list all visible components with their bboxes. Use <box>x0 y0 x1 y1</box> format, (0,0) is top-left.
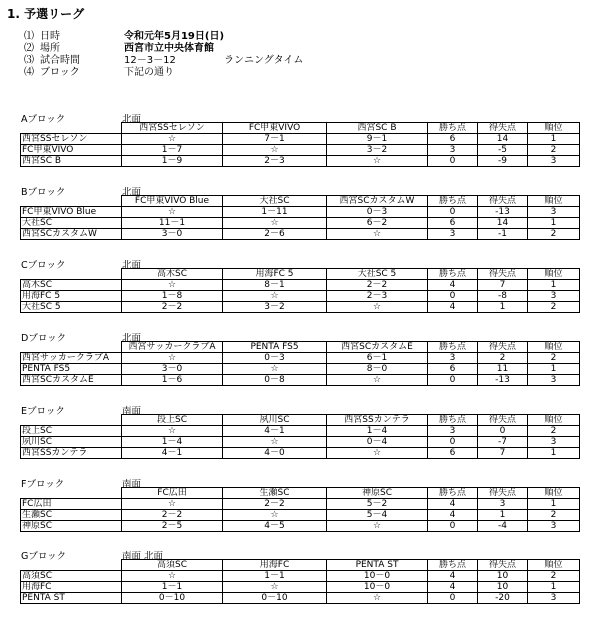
rank-cell: 2 <box>528 229 580 240</box>
column-header-stat: 勝ち点 <box>428 560 478 571</box>
row-team-name: 大社SC <box>21 218 122 229</box>
column-header-stat: 勝ち点 <box>428 342 478 353</box>
match-score-cell: 1－4 <box>327 426 428 437</box>
column-header-team: 西宮SSセレソン <box>122 123 223 134</box>
match-score-cell: 1－4 <box>122 437 223 448</box>
match-score-cell: 6－1 <box>327 353 428 364</box>
standings-table <box>20 268 580 313</box>
goal-diff-cell: -7 <box>478 437 528 448</box>
match-score-cell: 3－0 <box>122 229 223 240</box>
self-match-cell: ☆ <box>223 437 327 448</box>
row-team-name: FC広田 <box>21 499 122 510</box>
row-team-name: 神原SC <box>21 521 122 532</box>
row-team-name: 大社SC 5 <box>21 302 122 313</box>
info-number: ⑶ <box>24 55 34 66</box>
points-cell: 0 <box>428 521 478 532</box>
column-header-stat: 順位 <box>528 415 580 426</box>
table-row <box>21 207 580 218</box>
points-cell: 4 <box>428 302 478 313</box>
column-header-team: 西宮SSカンテラ <box>327 415 428 426</box>
match-score-cell: 10－0 <box>327 571 428 582</box>
self-match-cell: ☆ <box>327 521 428 532</box>
block-header <box>20 403 579 417</box>
column-header-stat: 得失点 <box>478 269 528 280</box>
row-team-name: 西宮SSセレソン <box>21 134 122 145</box>
column-header-team: FC甲東VIVO <box>223 123 327 134</box>
match-score-cell: 1－1 <box>122 582 223 593</box>
info-extra: ランニングタイム <box>224 55 304 66</box>
points-cell: 6 <box>428 134 478 145</box>
match-score-cell: 0－4 <box>327 437 428 448</box>
rank-cell: 2 <box>528 302 580 313</box>
block-name: Aブロック <box>21 114 66 125</box>
match-score-cell: 3－0 <box>122 364 223 375</box>
match-score-cell: 3－2 <box>223 302 327 313</box>
column-header-stat: 得失点 <box>478 415 528 426</box>
rank-cell: 2 <box>528 145 580 156</box>
self-match-cell: ☆ <box>223 218 327 229</box>
block-venue: 北面 <box>122 333 142 344</box>
block-header <box>20 476 579 490</box>
rank-cell: 2 <box>528 510 580 521</box>
table-row <box>21 364 580 375</box>
column-header-stat: 得失点 <box>478 196 528 207</box>
table-row <box>21 499 580 510</box>
standings-table <box>20 341 580 386</box>
table-row <box>21 437 580 448</box>
self-match-cell: ☆ <box>223 510 327 521</box>
match-score-cell: 2－6 <box>223 229 327 240</box>
goal-diff-cell: 11 <box>478 364 528 375</box>
table-header-row <box>21 488 580 499</box>
self-match-cell: ☆ <box>223 291 327 302</box>
match-score-cell: 10－0 <box>327 582 428 593</box>
info-value: 令和元年5月19日(日) <box>124 31 225 42</box>
match-score-cell: 2－3 <box>223 156 327 167</box>
row-team-name: 西宮SCカスタムE <box>21 375 122 386</box>
row-team-name: 夙川SC <box>21 437 122 448</box>
table-header-row <box>21 196 580 207</box>
points-cell: 0 <box>428 207 478 218</box>
table-header-row <box>21 123 580 134</box>
match-score-cell: 1－11 <box>223 207 327 218</box>
goal-diff-cell: 1 <box>478 510 528 521</box>
block-header <box>20 257 579 271</box>
column-header-stat: 順位 <box>528 269 580 280</box>
points-cell: 0 <box>428 593 478 604</box>
match-score-cell: 1－9 <box>122 156 223 167</box>
table-row <box>21 280 580 291</box>
block-header <box>20 184 579 198</box>
goal-diff-cell: 2 <box>478 353 528 364</box>
goal-diff-cell: 3 <box>478 499 528 510</box>
match-score-cell: 9－1 <box>327 134 428 145</box>
match-score-cell: 5－4 <box>327 510 428 521</box>
column-header-stat: 順位 <box>528 560 580 571</box>
goal-diff-cell: -5 <box>478 145 528 156</box>
match-score-cell: 5－2 <box>327 499 428 510</box>
self-match-cell: ☆ <box>223 582 327 593</box>
table-row <box>21 510 580 521</box>
match-score-cell: 8－1 <box>223 280 327 291</box>
points-cell: 4 <box>428 280 478 291</box>
goal-diff-cell: -9 <box>478 156 528 167</box>
standings-table <box>20 487 580 532</box>
table-header-row <box>21 560 580 571</box>
points-cell: 3 <box>428 229 478 240</box>
match-score-cell: 4－5 <box>223 521 327 532</box>
block-venue: 南面 <box>122 479 142 490</box>
block-venue: 北面 <box>122 114 142 125</box>
column-header-team: PENTA ST <box>327 560 428 571</box>
column-header-stat: 得失点 <box>478 560 528 571</box>
self-match-cell: ☆ <box>327 593 428 604</box>
self-match-cell: ☆ <box>223 145 327 156</box>
goal-diff-cell: -1 <box>478 229 528 240</box>
table-row <box>21 218 580 229</box>
standings-table <box>20 559 580 604</box>
block-name: Cブロック <box>21 260 66 271</box>
column-header-team: 高須SC <box>122 560 223 571</box>
points-cell: 6 <box>428 364 478 375</box>
block-venue: 南面 北面 <box>122 551 164 562</box>
self-match-cell: ☆ <box>122 134 223 145</box>
points-cell: 0 <box>428 156 478 167</box>
table-row <box>21 448 580 459</box>
rank-cell: 2 <box>528 571 580 582</box>
match-score-cell: 4－1 <box>122 448 223 459</box>
column-header-stat: 勝ち点 <box>428 196 478 207</box>
info-label: 場所 <box>40 43 60 54</box>
match-score-cell: 11－1 <box>122 218 223 229</box>
self-match-cell: ☆ <box>122 353 223 364</box>
table-row <box>21 521 580 532</box>
block-f <box>20 476 579 532</box>
match-score-cell: 7－1 <box>223 134 327 145</box>
self-match-cell: ☆ <box>122 280 223 291</box>
table-row <box>21 375 580 386</box>
column-header-team: PENTA FS5 <box>223 342 327 353</box>
goal-diff-cell: 10 <box>478 571 528 582</box>
column-header-team: 段上SC <box>122 415 223 426</box>
goal-diff-cell: 1 <box>478 302 528 313</box>
self-match-cell: ☆ <box>122 499 223 510</box>
match-score-cell: 2－2 <box>122 510 223 521</box>
self-match-cell: ☆ <box>327 156 428 167</box>
points-cell: 4 <box>428 499 478 510</box>
goal-diff-cell: -4 <box>478 521 528 532</box>
points-cell: 3 <box>428 145 478 156</box>
match-score-cell: 0－10 <box>122 593 223 604</box>
self-match-cell: ☆ <box>327 302 428 313</box>
rank-cell: 3 <box>528 156 580 167</box>
goal-diff-cell: -20 <box>478 593 528 604</box>
column-header-team: 夙川SC <box>223 415 327 426</box>
rank-cell: 1 <box>528 280 580 291</box>
self-match-cell: ☆ <box>327 229 428 240</box>
goal-diff-cell: 14 <box>478 134 528 145</box>
row-team-name: 西宮サッカークラブA <box>21 353 122 364</box>
column-header-team: 神原SC <box>327 488 428 499</box>
column-header-team: 西宮SCカスタムE <box>327 342 428 353</box>
points-cell: 6 <box>428 448 478 459</box>
match-score-cell: 2－2 <box>327 280 428 291</box>
column-header-team: 大社SC 5 <box>327 269 428 280</box>
match-score-cell: 0－8 <box>223 375 327 386</box>
column-header-stat: 順位 <box>528 488 580 499</box>
match-score-cell: 1－8 <box>122 291 223 302</box>
match-score-cell: 0－10 <box>223 593 327 604</box>
points-cell: 0 <box>428 291 478 302</box>
match-score-cell: 2－2 <box>122 302 223 313</box>
goal-diff-cell: 7 <box>478 280 528 291</box>
table-header-row <box>21 415 580 426</box>
column-header-team: 用海FC <box>223 560 327 571</box>
table-row <box>21 302 580 313</box>
row-team-name: 生瀬SC <box>21 510 122 521</box>
block-g <box>20 548 579 604</box>
match-score-cell: 2－5 <box>122 521 223 532</box>
row-team-name: FC甲東VIVO Blue <box>21 207 122 218</box>
column-header-team: 大社SC <box>223 196 327 207</box>
row-team-name: FC甲東VIVO <box>21 145 122 156</box>
info-label: 日時 <box>40 31 60 42</box>
block-name: Dブロック <box>21 333 67 344</box>
points-cell: 3 <box>428 353 478 364</box>
page-title: 1. 予選リーグ <box>7 7 85 21</box>
block-venue: 南面 <box>122 406 142 417</box>
goal-diff-cell: -13 <box>478 375 528 386</box>
points-cell: 4 <box>428 582 478 593</box>
column-header-team: FC甲東VIVO Blue <box>122 196 223 207</box>
column-header-team: 西宮SCカスタムW <box>327 196 428 207</box>
match-score-cell: 4－1 <box>223 426 327 437</box>
block-name: Bブロック <box>21 187 66 198</box>
table-row <box>21 582 580 593</box>
info-number: ⑴ <box>24 31 34 42</box>
block-name: Fブロック <box>21 479 65 490</box>
goal-diff-cell: 10 <box>478 582 528 593</box>
self-match-cell: ☆ <box>327 448 428 459</box>
row-team-name: 西宮SCカスタムW <box>21 229 122 240</box>
rank-cell: 3 <box>528 593 580 604</box>
goal-diff-cell: -13 <box>478 207 528 218</box>
standings-table <box>20 414 580 459</box>
standings-table <box>20 195 580 240</box>
self-match-cell: ☆ <box>327 375 428 386</box>
row-team-name: 段上SC <box>21 426 122 437</box>
rank-cell: 3 <box>528 291 580 302</box>
column-header-stat: 勝ち点 <box>428 123 478 134</box>
column-header-team: 高木SC <box>122 269 223 280</box>
rank-cell: 1 <box>528 134 580 145</box>
info-number: ⑵ <box>24 43 34 54</box>
rank-cell: 3 <box>528 375 580 386</box>
table-row <box>21 134 580 145</box>
row-team-name: 高須SC <box>21 571 122 582</box>
standings-table <box>20 122 580 167</box>
match-score-cell: 3－2 <box>327 145 428 156</box>
match-score-cell: 2－3 <box>327 291 428 302</box>
column-header-stat: 勝ち点 <box>428 269 478 280</box>
goal-diff-cell: 14 <box>478 218 528 229</box>
points-cell: 3 <box>428 426 478 437</box>
self-match-cell: ☆ <box>122 207 223 218</box>
row-team-name: 西宮SSカンテラ <box>21 448 122 459</box>
points-cell: 6 <box>428 218 478 229</box>
column-header-stat: 得失点 <box>478 342 528 353</box>
table-row <box>21 593 580 604</box>
block-b <box>20 184 579 240</box>
match-score-cell: 1－6 <box>122 375 223 386</box>
block-header <box>20 548 579 562</box>
match-score-cell: 1－7 <box>122 145 223 156</box>
match-score-cell: 1－1 <box>223 571 327 582</box>
rank-cell: 1 <box>528 218 580 229</box>
block-a <box>20 111 579 167</box>
match-score-cell: 6－2 <box>327 218 428 229</box>
row-team-name: 西宮SC B <box>21 156 122 167</box>
column-header-team: 西宮SC B <box>327 123 428 134</box>
column-header-stat: 順位 <box>528 342 580 353</box>
row-team-name: 用海FC 5 <box>21 291 122 302</box>
self-match-cell: ☆ <box>122 571 223 582</box>
info-number: ⑷ <box>24 67 34 78</box>
match-score-cell: 8－0 <box>327 364 428 375</box>
block-c <box>20 257 579 313</box>
goal-diff-cell: 7 <box>478 448 528 459</box>
points-cell: 4 <box>428 510 478 521</box>
table-row <box>21 156 580 167</box>
table-row <box>21 229 580 240</box>
goal-diff-cell: 0 <box>478 426 528 437</box>
match-score-cell: 0－3 <box>223 353 327 364</box>
points-cell: 0 <box>428 375 478 386</box>
rank-cell: 1 <box>528 582 580 593</box>
column-header-stat: 勝ち点 <box>428 415 478 426</box>
table-row <box>21 571 580 582</box>
info-label: 試合時間 <box>40 55 80 66</box>
rank-cell: 3 <box>528 521 580 532</box>
block-name: Eブロック <box>21 406 65 417</box>
table-header-row <box>21 342 580 353</box>
info-value: 12－3－12 <box>124 55 176 66</box>
row-team-name: PENTA ST <box>21 593 122 604</box>
match-score-cell: 0－3 <box>327 207 428 218</box>
table-header-row <box>21 269 580 280</box>
row-team-name: 用海FC <box>21 582 122 593</box>
rank-cell: 1 <box>528 448 580 459</box>
column-header-team: 用海FC 5 <box>223 269 327 280</box>
info-label: ブロック <box>40 67 80 78</box>
column-header-team: 生瀬SC <box>223 488 327 499</box>
block-venue: 北面 <box>122 187 142 198</box>
rank-cell: 2 <box>528 353 580 364</box>
info-value: 西宮市立中央体育館 <box>124 43 214 54</box>
column-header-stat: 順位 <box>528 123 580 134</box>
points-cell: 4 <box>428 571 478 582</box>
table-row <box>21 353 580 364</box>
goal-diff-cell: -8 <box>478 291 528 302</box>
column-header-stat: 得失点 <box>478 488 528 499</box>
points-cell: 0 <box>428 437 478 448</box>
match-score-cell: 2－2 <box>223 499 327 510</box>
row-team-name: 高木SC <box>21 280 122 291</box>
match-score-cell: 4－0 <box>223 448 327 459</box>
rank-cell: 2 <box>528 426 580 437</box>
row-team-name: PENTA FS5 <box>21 364 122 375</box>
table-row <box>21 426 580 437</box>
column-header-stat: 得失点 <box>478 123 528 134</box>
block-header <box>20 111 579 125</box>
block-name: Gブロック <box>21 551 67 562</box>
self-match-cell: ☆ <box>223 364 327 375</box>
block-venue: 北面 <box>122 260 142 271</box>
rank-cell: 3 <box>528 437 580 448</box>
block-d <box>20 330 579 386</box>
rank-cell: 1 <box>528 364 580 375</box>
rank-cell: 3 <box>528 207 580 218</box>
column-header-stat: 順位 <box>528 196 580 207</box>
column-header-team: 西宮サッカークラブA <box>122 342 223 353</box>
info-value: 下記の通り <box>124 67 174 78</box>
block-header <box>20 330 579 344</box>
self-match-cell: ☆ <box>122 426 223 437</box>
table-row <box>21 145 580 156</box>
rank-cell: 1 <box>528 499 580 510</box>
block-e <box>20 403 579 459</box>
table-row <box>21 291 580 302</box>
column-header-team: FC広田 <box>122 488 223 499</box>
column-header-stat: 勝ち点 <box>428 488 478 499</box>
